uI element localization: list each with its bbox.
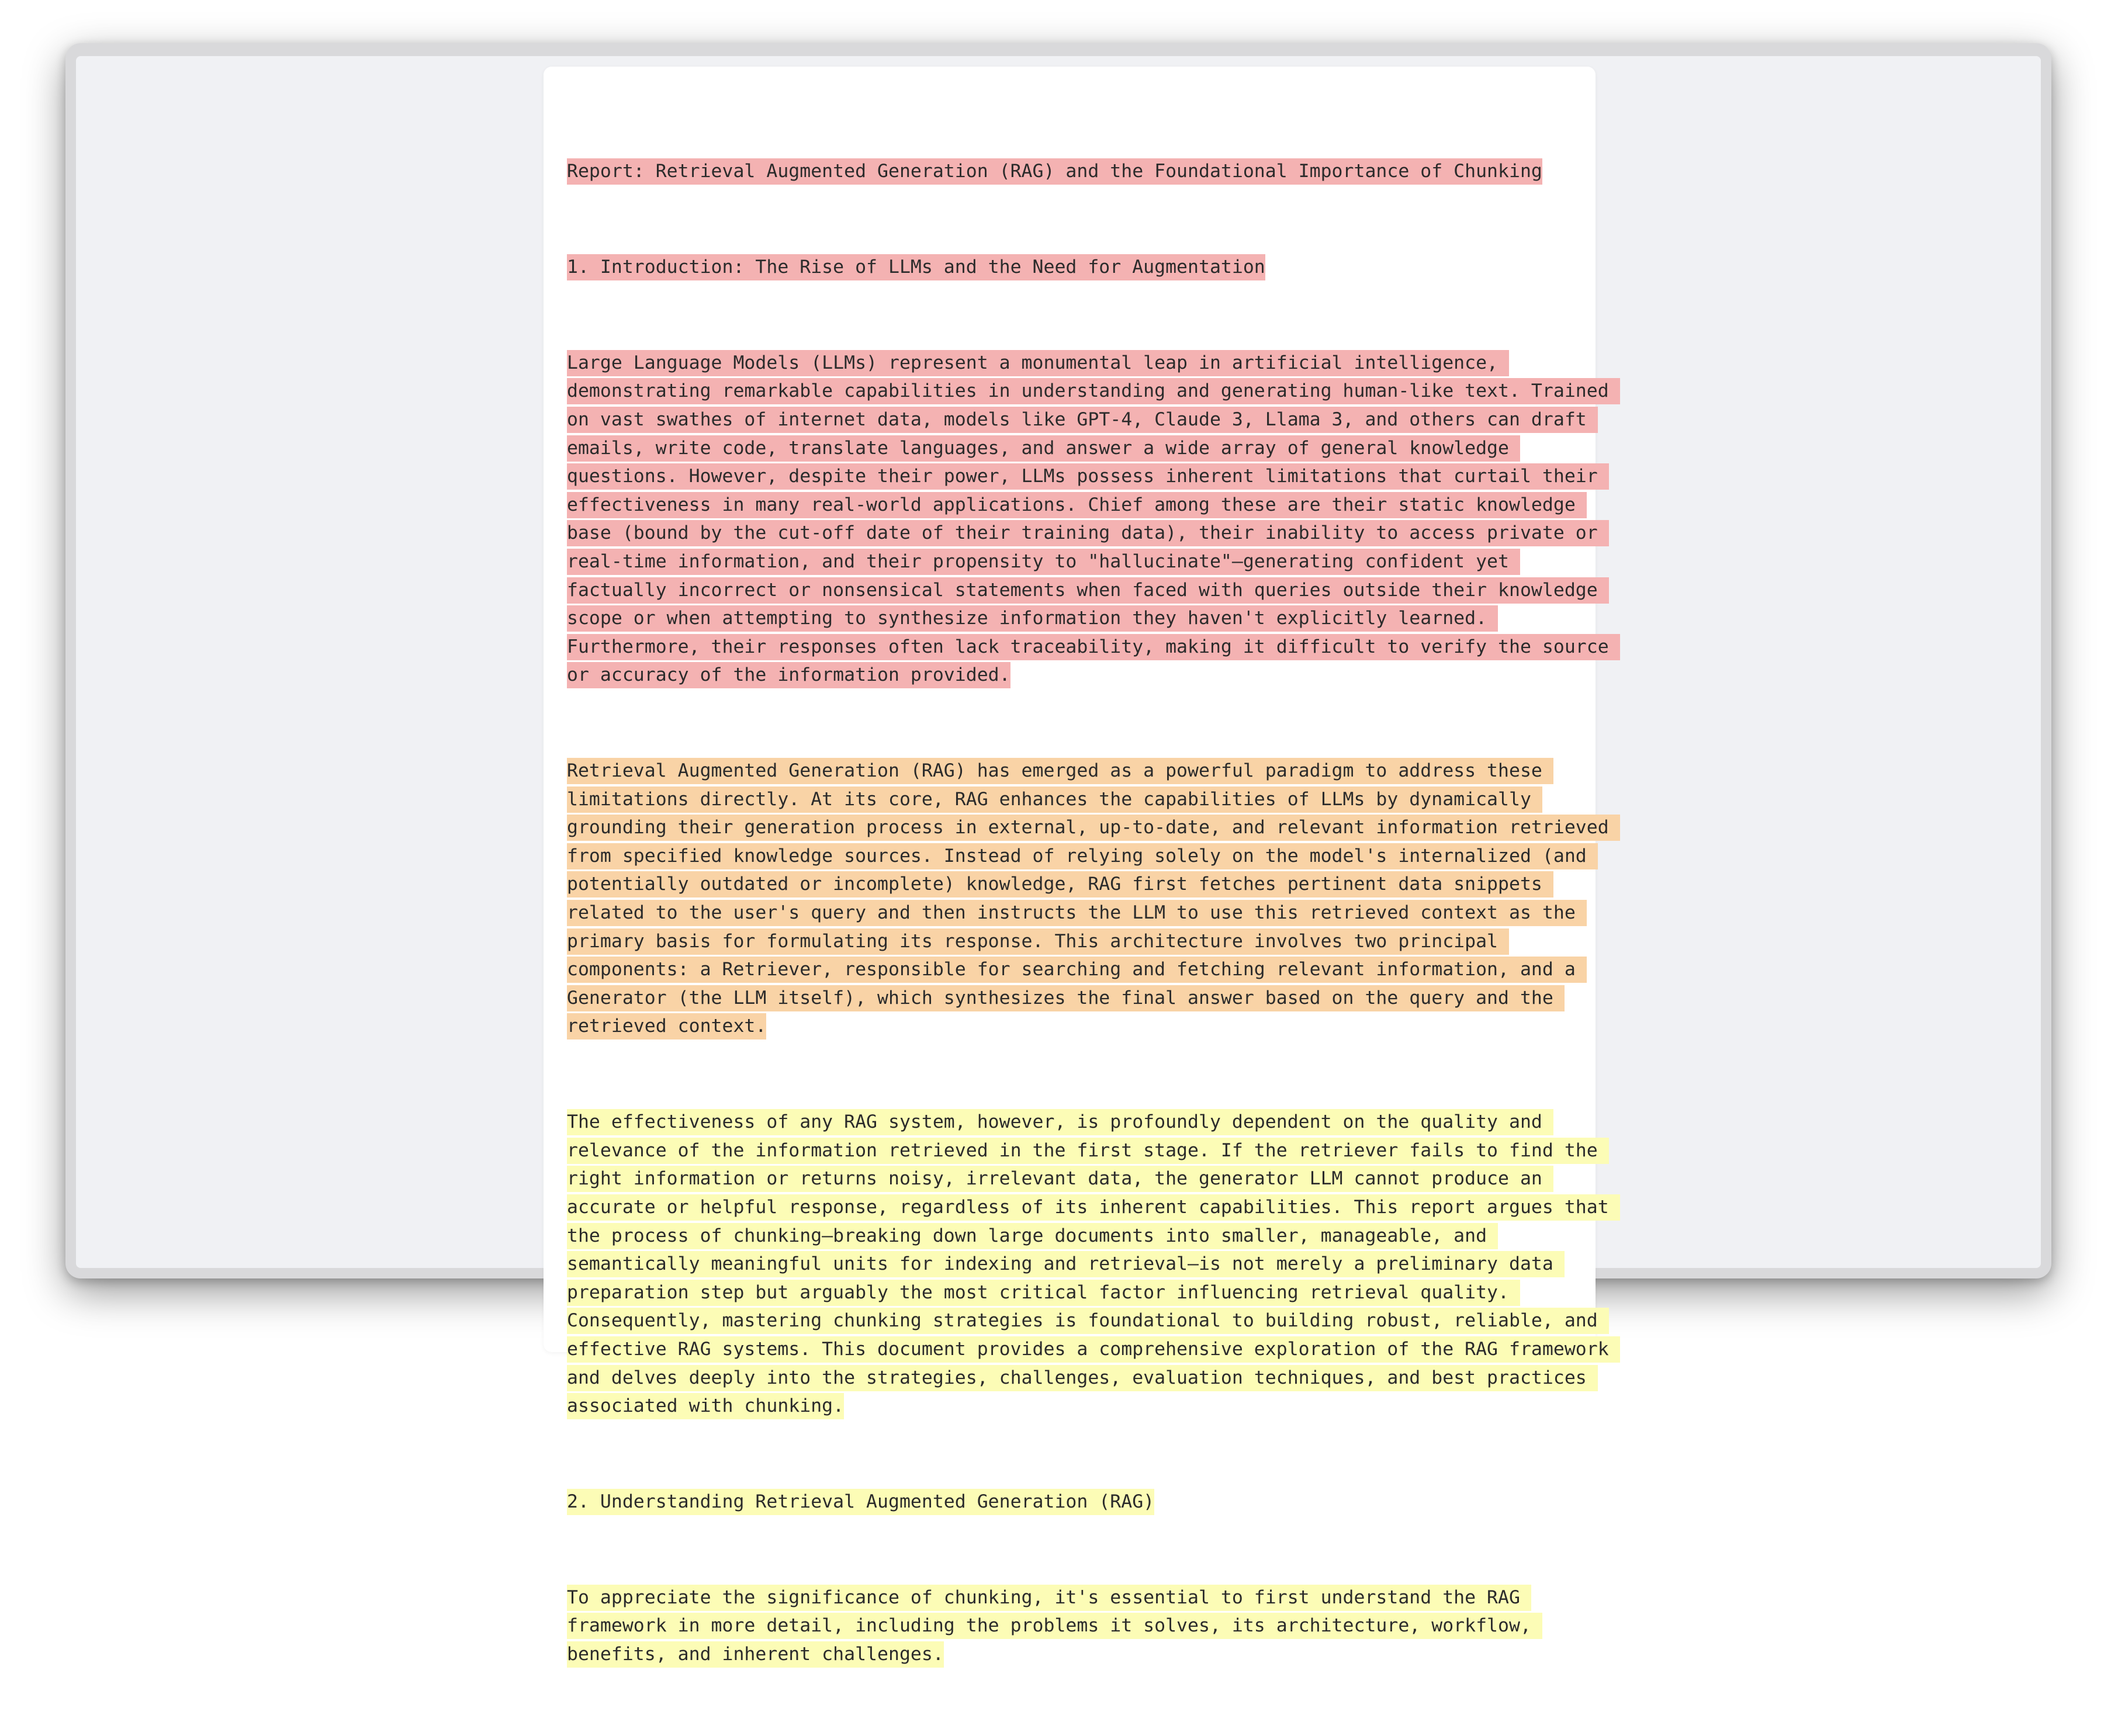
section-2-heading [567,1488,1584,1516]
report-title [567,157,1584,186]
section-2-heading-text: 2. Understanding Retrieval Augmented Generation (RAG) [567,1489,1154,1515]
document-viewport[interactable] [76,56,2041,1665]
report-title-text: Report: Retrieval Augmented Generation (RAG) and the Foundational Importance of Chunking [567,158,1542,185]
paragraph-chunking-importance-text: The effectiveness of any RAG system, however, is profoundly dependent on the quality and relevance of the information retrieved in the first stage. If the retriever fails to find the right information or returns noisy, irrelevant data, the generator LLM cannot produce an accurate or helpful response, regardless of its inherent capabilities. This report argues that the process of chunking—breaking down large documents into smaller, manageable, and semantically meaningful units for indexing and retrieval—is not merely a preliminary data preparation step but arguably the most critical factor influencing retrieval quality. Consequently, mastering chunking strategies is foundational to building robust, reliable, and effective RAG systems. This document provides a comprehensive exploration of the RAG framework and delves deeply into the strategies, challenges, evaluation techniques, and best practices associated with chunking. [567,1109,1620,1419]
document-body [567,101,1609,1736]
document-page[interactable] [544,67,1609,1665]
section-1-heading-text: 1. Introduction: The Rise of LLMs and the Need for Augmentation [567,254,1265,280]
paragraph-introduction [567,349,1609,689]
section-1-heading [567,253,1584,282]
paragraph-rag-overview [567,1583,1584,1669]
paragraph-rag-definition-text: Retrieval Augmented Generation (RAG) has emerged as a powerful paradigm to address these limitations directly. At its core, RAG enhances the capabilities of LLMs by dynamically grounding their generation process in external, up-to-date, and relevant information retrieved from specified knowledge sources. Instead of relying solely on the model's internalized (and potentially outdated or incomplete) knowledge, RAG first fetches pertinent data snippets related to the user's query and then instructs the LLM to use this retrieved context as the primary basis for formulating its response. This architecture involves two principal components: a Retriever, responsible for searching and fetching relevant information, and a Generator (the LLM itself), which synthesizes the final answer based on the query and the retrieved context. [567,758,1620,1039]
paragraph-chunking-importance [567,1108,1609,1420]
paragraph-rag-overview-text: To appreciate the significance of chunking, it's essential to first understand the RAG framework in more detail, including the problems it solves, its architecture, workflow, benefits, and inherent challenges. [567,1585,1542,1668]
paragraph-rag-definition [567,757,1609,1041]
app-window [65,43,2051,1665]
paragraph-introduction-text: Large Language Models (LLMs) represent a monumental leap in artificial intelligence, demonstrating remarkable capabilities in understanding and generating human-like text. Trained on vast swathes of internet data, models like GPT-4, Claude 3, Llama 3, and others can draft emails, write code, translate languages, and answer a wide array of general knowledge questions. However, despite their power, LLMs possess inherent limitations that curtail their effectiveness in many real-world applications. Chief among these are their static knowledge base (bound by the cut-off date of their training data), their inability to access private or real-time information, and their propensity to "hallucinate"—generating confident yet factually incorrect or nonsensical statements when faced with queries outside their knowledge scope or when attempting to synthesize information they haven't explicitly learned. Furthermore, their responses often lack traceability, making it difficult to verify the source or accuracy of the information provided. [567,350,1620,689]
